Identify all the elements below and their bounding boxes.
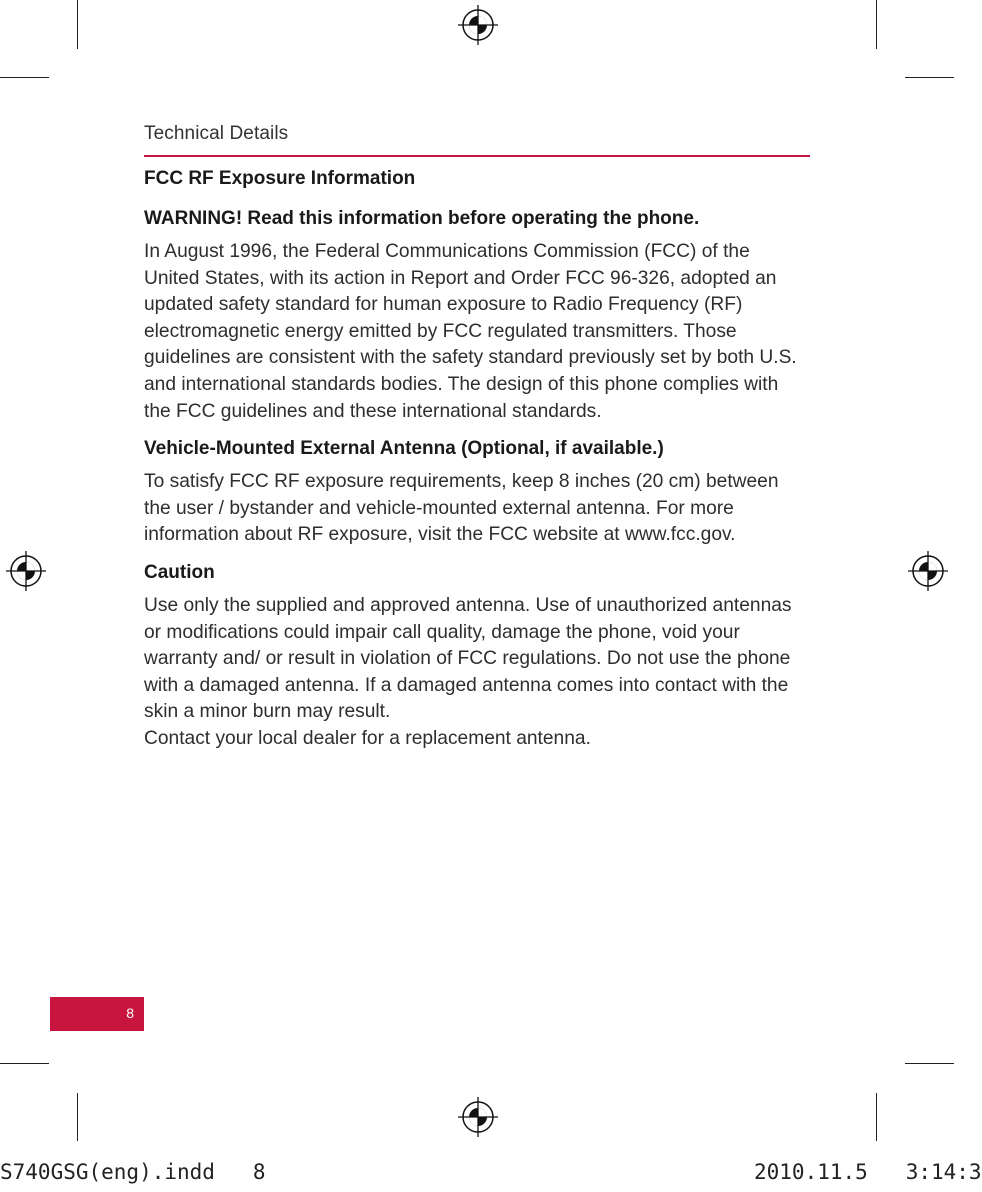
- registration-mark-icon: [458, 5, 498, 45]
- page-number: 8: [126, 1005, 134, 1021]
- caution-paragraph: Use only the supplied and approved antenna. Use of unauthorized antennas or modifications could impair call quality, damage the phone, void your warranty and/ or result in violation of FCC regulations. Do not use the phone with a damaged antenna. If a damaged antenna comes into contact with the skin a minor burn may result.: [144, 594, 792, 723]
- page-number-tab: [50, 997, 144, 1031]
- registration-mark-icon: [6, 551, 46, 591]
- crop-mark-bottom-right-vertical: [876, 1093, 877, 1141]
- crop-mark-top-right-vertical: [876, 0, 877, 49]
- crop-mark-bottom-left-horizontal: [0, 1063, 49, 1064]
- crop-mark-bottom-left-vertical: [77, 1093, 78, 1141]
- section-divider: [144, 155, 810, 157]
- slug-timestamp: 2010.11.5 3:14:3: [754, 1160, 982, 1184]
- page-content: [144, 165, 810, 753]
- crop-mark-top-right-horizontal: [905, 77, 954, 78]
- registration-mark-icon: [908, 551, 948, 591]
- warning-heading: WARNING! Read this information before operating the phone.: [144, 208, 700, 229]
- dealer-paragraph: Contact your local dealer for a replacement antenna.: [144, 727, 591, 749]
- section-label: Technical Details: [144, 123, 289, 144]
- caution-heading: Caution: [144, 561, 215, 583]
- page-title: FCC RF Exposure Information: [144, 168, 416, 189]
- crop-mark-bottom-right-horizontal: [905, 1063, 954, 1064]
- antenna-paragraph: To satisfy FCC RF exposure requirements, keep 8 inches (20 cm) between the user / bystander and vehicle-mounted external antenna. For more information about RF exposure, visit the FCC website at www.fcc.gov.: [144, 471, 779, 546]
- registration-mark-icon: [458, 1097, 498, 1137]
- slug-filename: S740GSG(eng).indd 8: [0, 1160, 266, 1184]
- antenna-heading: Vehicle-Mounted External Antenna (Optional, if available.): [144, 438, 664, 460]
- crop-mark-top-left-horizontal: [0, 77, 49, 78]
- crop-mark-top-left-vertical: [77, 0, 78, 49]
- fcc-history-paragraph: In August 1996, the Federal Communications Commission (FCC) of the United States, with its action in Report and Order FCC 96-326, adopted an updated safety standard for human exposure to Radio Frequency (RF) electromagnetic energy emitted by FCC regulated transmitters. Those guidelines are consistent with the safety standard previously set by both U.S. and international standards bodies. The design of this phone complies with the FCC guidelines and these international standards.: [144, 241, 797, 422]
